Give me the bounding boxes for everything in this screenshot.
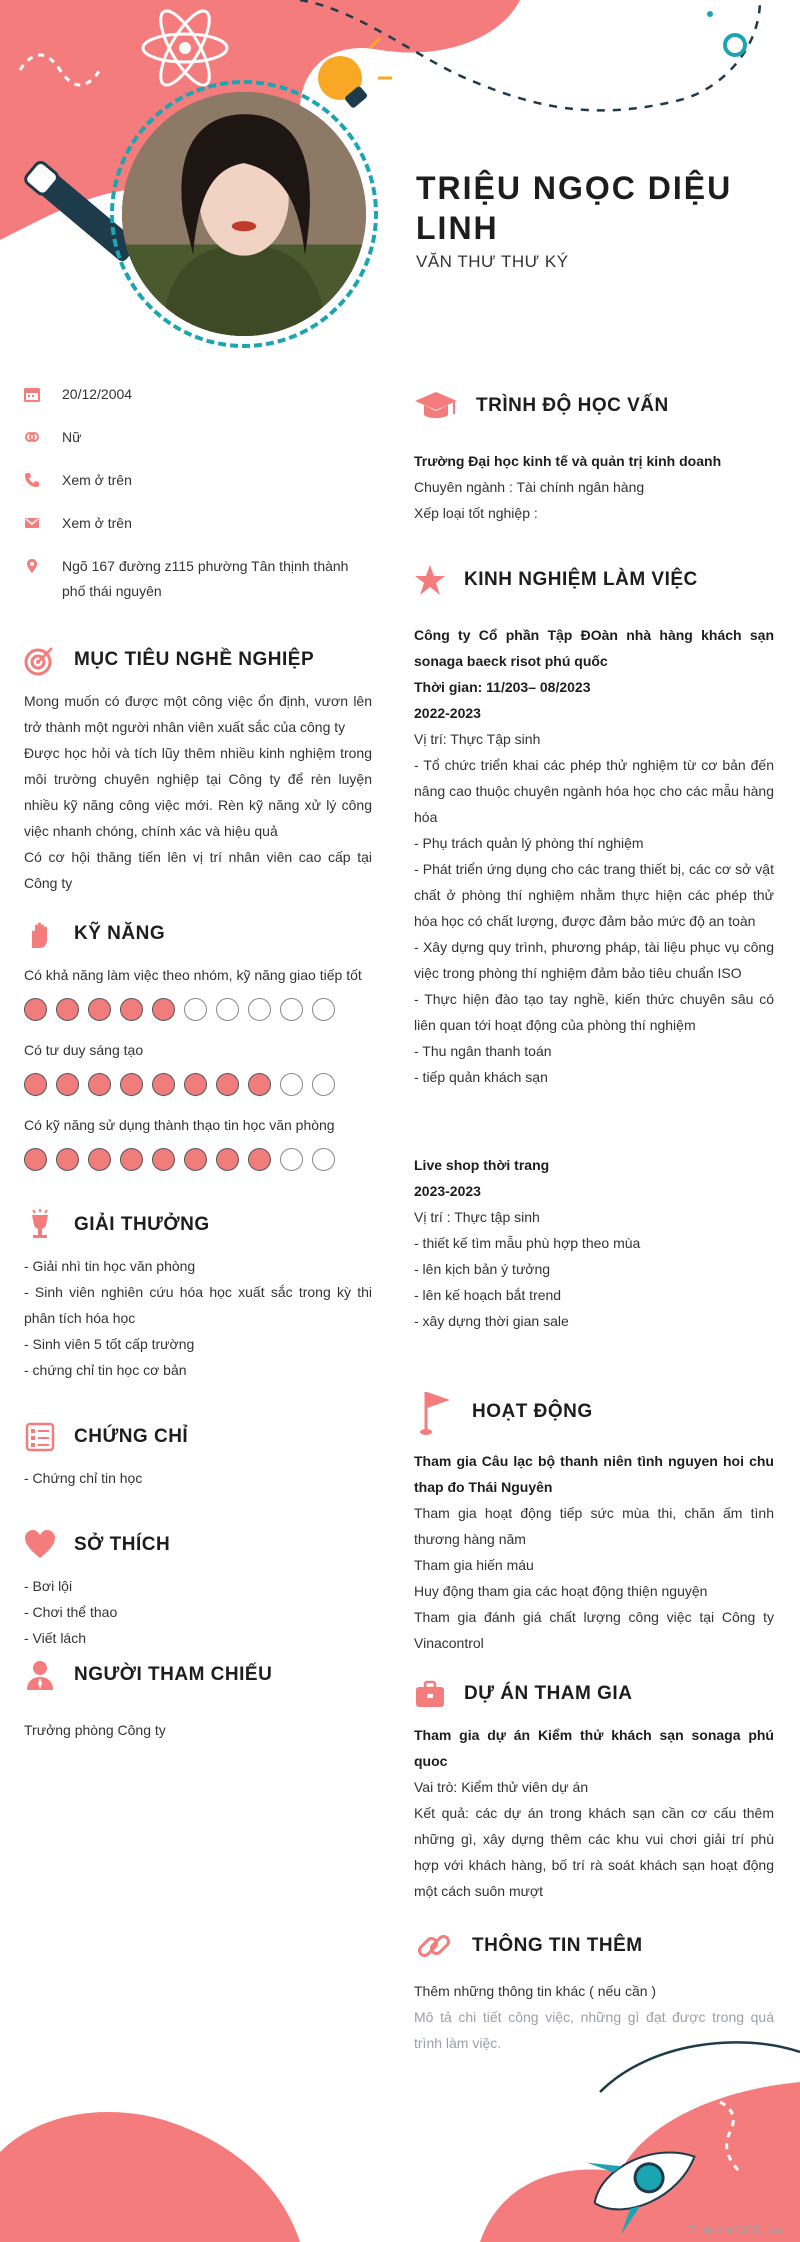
contact-email — [24, 511, 372, 536]
gender-text: Nữ — [62, 429, 82, 445]
skill-item — [24, 1112, 372, 1171]
projects-title: DỰ ÁN THAM GIA — [464, 1683, 633, 1704]
rating-dot-empty — [280, 1148, 303, 1171]
job-duty: - lên kế hoạch bắt trend — [414, 1287, 562, 1303]
rating-dot-filled — [24, 1073, 47, 1096]
job-duty: - Phụ trách quản lý phòng thí nghiệm — [414, 835, 644, 851]
rating-dot-empty — [216, 998, 239, 1021]
contact-phone — [24, 468, 372, 493]
activities-header — [414, 1388, 774, 1436]
candidate-name: TRIỆU NGỌC DIỆU LINH — [416, 170, 733, 246]
activities-title: HOẠT ĐỘNG — [472, 1401, 593, 1422]
rating-dot-filled — [120, 1073, 143, 1096]
award-item: - Sinh viên 5 tốt cấp trường — [24, 1336, 195, 1352]
rating-dot-filled — [120, 1148, 143, 1171]
rating-dot-filled — [88, 1148, 111, 1171]
hobby-item: - Bơi lội — [24, 1578, 73, 1594]
job-duty: - xây dựng thời gian sale — [414, 1313, 569, 1329]
job-years: 2022-2023 — [414, 705, 481, 721]
experience-header — [414, 564, 774, 596]
extra-title: THÔNG TIN THÊM — [472, 1935, 643, 1956]
rating-dot-filled — [248, 1148, 271, 1171]
email-text: Xem ở trên — [62, 515, 132, 531]
extra-header — [414, 1926, 774, 1966]
flag-icon — [414, 1388, 454, 1436]
job-time: Thời gian: 11/203– 08/2023 — [414, 679, 591, 695]
phone-text: Xem ở trên — [62, 472, 132, 488]
objective-line: Được học hỏi và tích lũy thêm nhiều kinh nghiệm trong môi trường chuyên nghiệp tại Công ty để rèn luyện nhiều kỹ năng công việc mới. Rèn kỹ năng xử lý công việc nhanh chóng, chính xác và hiệu quả — [24, 745, 372, 839]
rating-dot-filled — [56, 1148, 79, 1171]
objective-line: Có cơ hội thăng tiến lên vị trí nhân viên cao cấp tại Công ty — [24, 849, 372, 891]
objective-title: MỤC TIÊU NGHỀ NGHIỆP — [74, 649, 315, 670]
reference-item: Trưởng phòng Công ty — [24, 1722, 166, 1738]
rating-dot-filled — [152, 1148, 175, 1171]
skill-rating — [24, 1073, 372, 1096]
gender-icon — [24, 429, 40, 445]
rating-dot-filled — [88, 1073, 111, 1096]
job-duty: - Thu ngân thanh toán — [414, 1043, 552, 1059]
skills-header — [24, 918, 372, 950]
rating-dot-empty — [312, 1148, 335, 1171]
rating-dot-filled — [216, 1073, 239, 1096]
award-item: - Sinh viên nghiên cứu hóa học xuất sắc trong kỳ thi phân tích hóa học — [24, 1284, 372, 1326]
job-duty: - lên kịch bản ý tưởng — [414, 1261, 551, 1277]
right-column — [414, 382, 774, 2056]
target-icon — [24, 644, 56, 676]
rating-dot-empty — [280, 1073, 303, 1096]
birthday-text: 20/12/2004 — [62, 386, 133, 402]
rating-dot-filled — [56, 1073, 79, 1096]
graduation-cap-icon — [414, 390, 458, 422]
calendar-icon — [24, 386, 40, 402]
rating-dot-filled — [24, 1148, 47, 1171]
projects-header — [414, 1678, 774, 1710]
checklist-icon — [24, 1421, 56, 1453]
hand-icon — [24, 918, 56, 950]
award-item: - chứng chỉ tin học cơ bản — [24, 1362, 187, 1378]
skill-item — [24, 1037, 372, 1096]
contact-address — [24, 554, 372, 604]
award-item: - Giải nhì tin học văn phòng — [24, 1258, 196, 1274]
job-position: Vị trí: Thực Tập sinh — [414, 731, 541, 747]
skill-rating — [24, 998, 372, 1021]
education-school: Trường Đại học kinh tế và quản trị kinh doanh — [414, 453, 722, 469]
rating-dot-empty — [312, 998, 335, 1021]
rating-dot-empty — [184, 998, 207, 1021]
hobby-item: - Chơi thể thao — [24, 1604, 118, 1620]
experience-title: KINH NGHIỆM LÀM VIỆC — [464, 569, 698, 590]
awards-title: GIẢI THƯỞNG — [74, 1214, 210, 1235]
activity-item: Tham gia hiến máu — [414, 1557, 534, 1573]
contact-birthday — [24, 382, 372, 407]
briefcase-icon — [414, 1678, 446, 1710]
hobbies-title: SỞ THÍCH — [74, 1534, 171, 1555]
link-icon — [414, 1926, 454, 1966]
rating-dot-filled — [24, 998, 47, 1021]
candidate-role: VĂN THƯ THƯ KÝ — [416, 252, 569, 271]
person-icon — [24, 1659, 56, 1691]
rating-dot-filled — [152, 998, 175, 1021]
job-duty: - thiết kế tìm mẫu phù hợp theo mùa — [414, 1235, 641, 1251]
cert-item: - Chứng chỉ tin học — [24, 1470, 143, 1486]
rating-dot-filled — [184, 1148, 207, 1171]
rating-dot-filled — [120, 998, 143, 1021]
extra-line: Thêm những thông tin khác ( nếu cần ) — [414, 1983, 657, 1999]
project-name: Tham gia dự án Kiểm thử khách sạn sonaga phú quoc — [414, 1727, 774, 1769]
footer-decoration — [0, 1982, 800, 2242]
job-position: Vị trí : Thực tập sinh — [414, 1209, 540, 1225]
rating-dot-filled — [88, 998, 111, 1021]
objective-line: Mong muốn có được một công việc ổn định, vươn lên trở thành một người nhân viên xuất sắc của công ty — [24, 693, 372, 735]
activity-item: Huy động tham gia các hoạt động thiện nguyện — [414, 1583, 708, 1599]
job-entry — [414, 1152, 774, 1334]
activity-item: Tham gia đánh giá chất lượng công việc tại Công ty Vinacontrol — [414, 1609, 774, 1651]
rating-dot-empty — [312, 1073, 335, 1096]
project-role: Vai trò: Kiểm thử viên dự án — [414, 1779, 589, 1795]
hobbies-header — [24, 1529, 372, 1561]
watermark: Timviec365.vn — [688, 2224, 782, 2238]
rating-dot-filled — [216, 1148, 239, 1171]
rating-dot-filled — [248, 1073, 271, 1096]
skill-item — [24, 962, 372, 1021]
objective-header — [24, 644, 372, 676]
hobby-item: - Viết lách — [24, 1630, 86, 1646]
email-icon — [24, 515, 40, 531]
rating-dot-filled — [56, 998, 79, 1021]
rating-dot-empty — [248, 998, 271, 1021]
location-icon — [24, 558, 40, 574]
heart-icon — [24, 1529, 56, 1561]
avatar — [122, 92, 366, 336]
education-header — [414, 390, 774, 422]
extra-placeholder: Mô tả chi tiết công việc, những gì đạt được trong quá trình làm việc. — [414, 2009, 774, 2051]
activity-item: Tham gia hoạt động tiếp sức mùa thi, chăn ấm tình thương hàng năm — [414, 1505, 774, 1547]
job-company: Live shop thời trang — [414, 1157, 550, 1173]
certs-header — [24, 1421, 372, 1453]
trophy-icon — [24, 1209, 56, 1241]
references-title: NGƯỜI THAM CHIẾU — [74, 1664, 273, 1685]
contact-gender — [24, 425, 372, 450]
skill-name: Có khả năng làm việc theo nhóm, kỹ năng giao tiếp tốt — [24, 967, 362, 983]
skill-rating — [24, 1148, 372, 1171]
education-title: TRÌNH ĐỘ HỌC VẤN — [476, 395, 669, 416]
job-duty: - Tổ chức triển khai các phép thử nghiệm từ cơ bản đến nâng cao thuộc chuyên ngành hóa học cho các mẫu hàng hóa — [414, 757, 774, 825]
rating-dot-filled — [152, 1073, 175, 1096]
awards-header — [24, 1209, 372, 1241]
rating-dot-filled — [184, 1073, 207, 1096]
job-company: Công ty Cổ phần Tập ĐOàn nhà hàng khách sạn sonaga baeck risot phú quốc — [414, 627, 774, 669]
left-column — [24, 382, 372, 1743]
phone-icon — [24, 472, 40, 488]
job-duty: - Xây dựng quy trình, phương pháp, tài liệu phục vụ công việc trong phòng thí nghiệm đảm bảo tiêu chuẩn ISO — [414, 939, 774, 981]
certs-title: CHỨNG CHỈ — [74, 1426, 189, 1447]
education-major: Chuyên ngành : Tài chính ngân hàng — [414, 479, 645, 495]
skill-name: Có kỹ năng sử dụng thành thạo tin học văn phòng — [24, 1117, 335, 1133]
job-entry — [414, 622, 774, 1090]
job-years: 2023-2023 — [414, 1183, 481, 1199]
avatar-frame — [110, 80, 378, 348]
activities-org: Tham gia Câu lạc bộ thanh niên tình nguyen hoi chu thap đo Thái Nguyên — [414, 1453, 774, 1495]
references-header — [24, 1659, 372, 1691]
skills-title: KỸ NĂNG — [74, 923, 166, 944]
rating-dot-empty — [280, 998, 303, 1021]
job-duty: - tiếp quản khách sạn — [414, 1069, 548, 1085]
project-result: Kết quả: các dự án trong khách sạn cần cơ cấu thêm những gì, xây dựng thêm các khu vui chơi giải trí phù hợp với khách hàng, bố trí rà soát khách sạn hoạt động một cách suôn mượt — [414, 1805, 774, 1899]
job-duty: - Thực hiện đào tạo tay nghề, kiến thức chuyên sâu có liên quan tới hoạt động của phòng thí nghiệm — [414, 991, 774, 1033]
job-duty: - Phát triển ứng dụng cho các trang thiết bị, các cơ sở vật chất ở phòng thí nghiệm nhằm thực hiện các phép thử hóa học có chất lượng, được đảm bảo mức độ an toàn — [414, 861, 774, 929]
address-text: Ngõ 167 đường z115 phường Tân thịnh thành phố thái nguyên — [62, 558, 349, 599]
star-icon — [414, 564, 446, 596]
education-grade: Xếp loại tốt nghiệp : — [414, 505, 538, 521]
skill-name: Có tư duy sáng tạo — [24, 1042, 144, 1058]
